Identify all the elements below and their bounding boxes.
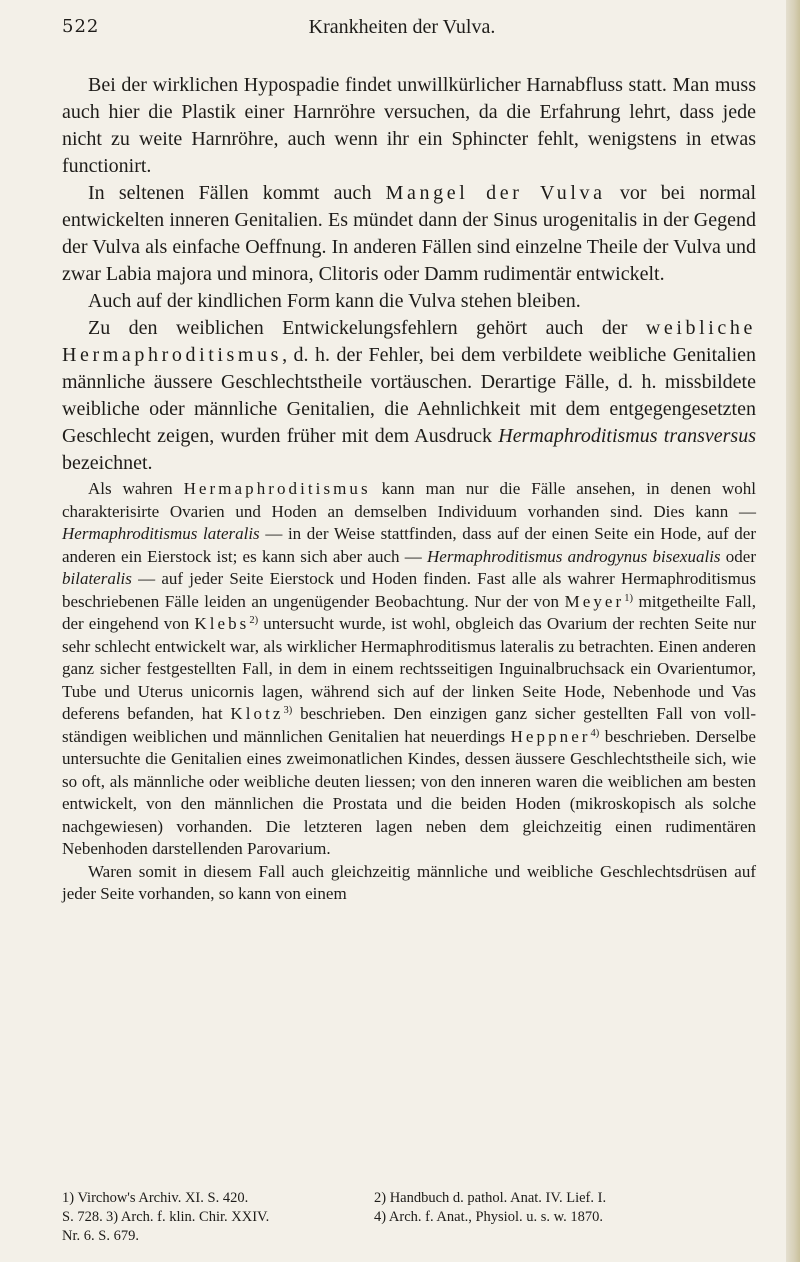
paragraph-hypospadie: Bei der wirklichen Hypospadie findet unwillkürlicher Harnabfluss statt. Man muss auch hier die Plastik einer Harnröhre versuchen, da die Erfahrung lehrt, dass jede nicht zu weite Harnröhre, auch wenn ihr ein Sphincter fehlt, wenigstens in etwas functionirt.: [62, 74, 756, 177]
footnote-2-continued: S. 728.: [62, 1209, 103, 1225]
footnote-ref-2: 2): [249, 615, 259, 627]
footnotes: [62, 1189, 756, 1246]
footnote-line-2: [62, 1208, 756, 1227]
page-number: 522: [62, 16, 100, 37]
author-klotz: Klotz: [230, 704, 284, 723]
term-hermaphroditismus-androgynus: Hermaphroditismus androgynus bisexualis: [427, 546, 721, 566]
footnote-line-3: [62, 1227, 756, 1246]
author-heppner: Heppner: [510, 726, 591, 746]
term-bilateralis: bilateralis: [62, 569, 132, 588]
paragraph-geschlechtsdruesen: Waren somit in diesem Fall auch gleichzeitig männliche und weibliche Geschlechtsdrüsen auf jeder Seite vorhanden, so kann von einem: [62, 861, 756, 903]
footnote-2: 2) Handbuch d. pathol. Anat. IV. Lief. I.: [374, 1190, 607, 1206]
author-klebs: Klebs: [194, 614, 250, 633]
running-title: Krankheiten der Vulva.: [308, 16, 496, 38]
small-print-text: [62, 478, 756, 906]
author-meyer: Meyer: [564, 591, 625, 611]
footnote-3: 3) Arch. f. klin. Chir. XXIV.: [106, 1209, 270, 1225]
paragraph-mangel-der-vulva: In seltenen Fällen kommt auch Mangel der Vulva vor bei normal entwickelten inneren Genitalien. Es mündet dann der Sinus urogenitalis in der Gegend der Vulva als einfache Oeffnung. In anderen Fällen sind einzelne Theile der Vulva und zwar Labia majora und minora, Clitoris oder Damm rudimentär entwickelt.: [62, 182, 756, 285]
footnote-line-1: [62, 1189, 756, 1208]
term-hermaphroditismus-lateralis: Hermaphroditismus lateralis: [62, 524, 260, 543]
emphasis-weiblicher-hermaphroditismus: weibliche Hermaphroditismus: [62, 317, 756, 366]
footnote-4: 4) Arch. f. Anat., Physiol. u. s. w. 1870.: [374, 1209, 604, 1225]
paragraph-kindliche-form: Auch auf der kindlichen Form kann die Vulva stehen bleiben.: [88, 290, 581, 312]
term-hermaphroditismus-transversus: Hermaphroditismus transversus: [498, 425, 756, 447]
main-text: [62, 72, 756, 477]
emphasis-mangel-der-vulva: Mangel der Vulva: [385, 182, 606, 204]
page-header: [62, 16, 742, 40]
paragraph-wahrer-hermaphroditismus: Als wahren Hermaphroditismus kann man nur die Fälle ansehen, in denen wohl charakterisirte Ovarien und Hoden an demselben Individuum vorhanden sind. Dies kann — Hermaphroditismus lateralis — in der Weise stattfinden, dass auf der einen Seite ein Hode, auf der anderen ein Eierstock ist; es kann sich aber auch — Hermaphroditismus androgynus bisexualis oder bilateralis — auf jeder Seite Eierstock und Hoden finden. Fast alle als wahrer Hermaphroditismus beschriebenen Fälle leiden an ungenügender Beobachtung. Nur der von Meyer$^{1)}$ mitgetheilte Fall, der eingehend von Klebs$^{2)}$ untersucht wurde, ist wohl, obgleich das Ovarium der rechten Seite nur sehr schlecht entwickelt war, als wirklicher Hermaphroditismus lateralis zu betrachten. Einen anderen ganz sicher festgestellten Fall, in dem in einem rechtsseitigen Inguinalbruchsack ein Ovarientumor, Tube und Uterus unicornis lagen, während sich auf der linken Seite Hode, Nebenhode und Vas deferens befanden, hat Klotz$^{3)}$ beschrieben. Den einzigen ganz sicher gestellten Fall von vollständigen weiblichen und männlichen Genitalien hat neuerdings Heppner$^{4)}$ beschrieben. Derselbe untersuchte die Genitalien eines zweimonatlichen Kindes, dessen äussere Geschlechtstheile sich, wie so oft, als männliche oder weibliche deuten liessen; von den inneren waren die weiblichen am besten entwickelt, von den männlichen die Prostata und die beiden Hoden (mikroskopisch als solche nachgewiesen) vorhanden. Die letzteren lagen neben dem gleichzeitig einen rudimentären Nebenhoden darstellenden Parovarium.: [62, 479, 757, 858]
footnote-ref-1: 1): [624, 592, 634, 604]
footnote-1: 1) Virchow's Archiv. XI. S. 420.: [62, 1190, 249, 1206]
page-edge-shadow: [786, 0, 800, 1262]
page-body: [62, 72, 756, 906]
footnote-ref-3: 3): [283, 705, 293, 717]
paragraph-weiblicher-hermaphroditismus: Zu den weiblichen Entwickelungsfehlern gehört auch der weibliche Hermaphroditismus, d. h. der Fehler, bei dem verbildete weibliche Genitalien männliche äussere Geschlechtstheile vortäuschen. Derartige Fälle, d. h. missbildete weibliche oder männliche Genitalien, die Aehnlichkeit mit dem entgegengesetzten Geschlecht zeigen, wurden früher mit dem Ausdruck Hermaphroditismus transversus bezeichnet.: [62, 317, 756, 474]
footnote-ref-4: 4): [590, 727, 600, 739]
emphasis-hermaphroditismus: Hermaphroditismus: [183, 479, 371, 498]
footnote-4-continued: Nr. 6. S. 679.: [62, 1228, 139, 1244]
